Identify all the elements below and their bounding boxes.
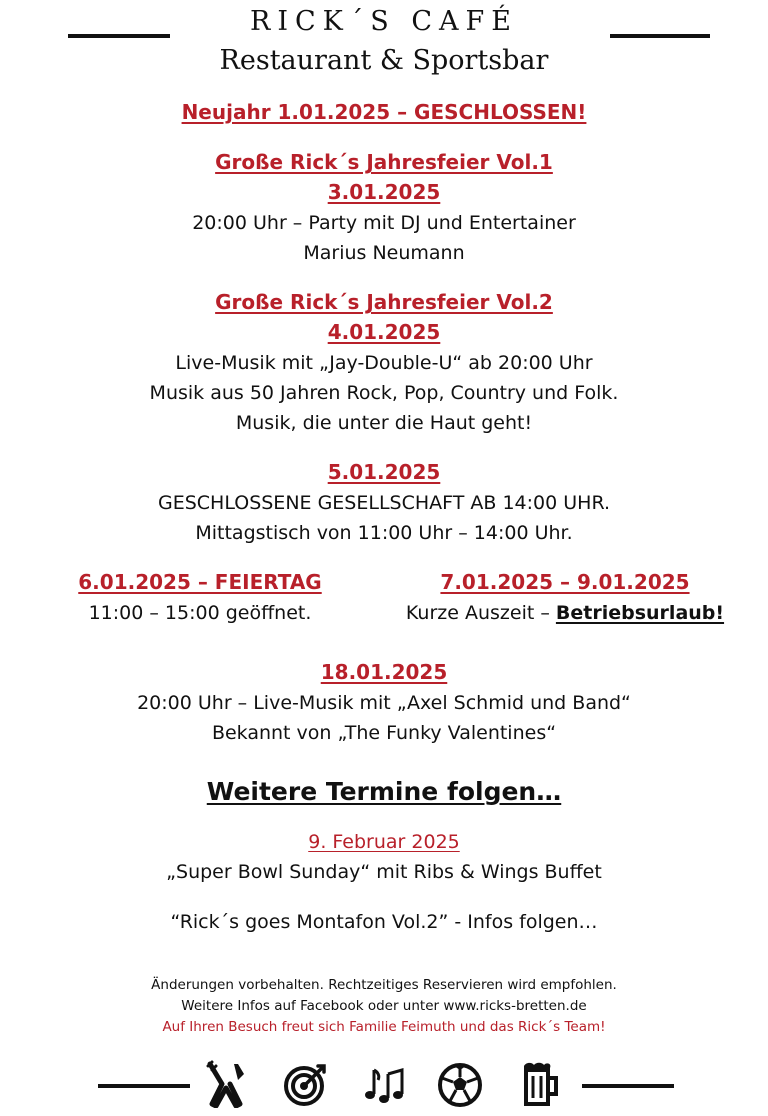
jan5-line: Mittagstisch von 11:00 Uhr – 14:00 Uhr.: [195, 522, 573, 544]
newyear-closed: Neujahr 1.01.2025 – GESCHLOSSEN!: [181, 100, 587, 124]
vol2-line: Musik, die unter die Haut geht!: [235, 412, 533, 434]
footer-note: Weitere Infos auf Facebook oder unter www.ricks-bretten.de: [181, 998, 587, 1014]
fork-knife-icon: [202, 1060, 250, 1108]
vol2-date: 4.01.2025: [327, 320, 441, 344]
brand-title: RICK´S CAFÉ: [249, 6, 518, 37]
vol2-line: Live-Musik mit „Jay-Double-U“ ab 20:00 Uhr: [175, 352, 593, 374]
vol1-date: 3.01.2025: [327, 180, 441, 204]
jan5-date: 5.01.2025: [327, 460, 441, 484]
feb-line: „Super Bowl Sunday“ mit Ribs & Wings Buffet: [166, 861, 602, 883]
jan18-line: Bekannt von „The Funky Valentines“: [211, 722, 557, 744]
music-notes-icon: [360, 1060, 408, 1108]
jan7-line-prefix: Kurze Auszeit –: [405, 602, 556, 624]
footer-rule-left: [98, 1084, 190, 1088]
footer-greeting: Auf Ihren Besuch freut sich Familie Feimuth und das Rick´s Team!: [162, 1019, 606, 1035]
more-heading: Weitere Termine folgen…: [206, 777, 562, 806]
vol1-line: 20:00 Uhr – Party mit DJ und Entertainer: [192, 212, 576, 234]
jan7-line: [370, 598, 760, 628]
vol1-title: Große Rick´s Jahresfeier Vol.1: [215, 150, 553, 174]
jan18-line: 20:00 Uhr – Live-Musik mit „Axel Schmid und Band“: [137, 692, 631, 714]
jan6-line: 11:00 – 15:00 geöffnet.: [88, 602, 312, 624]
footer-rule-right: [582, 1084, 674, 1088]
footer-note: Änderungen vorbehalten. Rechtzeitiges Reservieren wird empfohlen.: [151, 977, 617, 993]
beer-mug-icon: [516, 1060, 564, 1108]
jan7-line-bold: Betriebsurlaub!: [555, 602, 725, 624]
jan18-date: 18.01.2025: [320, 660, 448, 684]
soccer-ball-icon: [436, 1060, 484, 1108]
dartboard-icon: [282, 1060, 330, 1108]
jan7-date: 7.01.2025 – 9.01.2025: [440, 570, 690, 594]
brand-subtitle: Restaurant & Sportsbar: [219, 45, 549, 76]
vol2-title: Große Rick´s Jahresfeier Vol.2: [215, 290, 553, 314]
feb-date: 9. Februar 2025: [308, 831, 460, 853]
jan5-line: GESCHLOSSENE GESELLSCHAFT AB 14:00 UHR.: [157, 492, 611, 514]
vol2-line: Musik aus 50 Jahren Rock, Pop, Country und Folk.: [149, 382, 619, 404]
montafon-line: “Rick´s goes Montafon Vol.2” - Infos folgen…: [170, 911, 598, 933]
jan6-date: 6.01.2025 – FEIERTAG: [78, 570, 322, 594]
vol1-line: Marius Neumann: [303, 242, 465, 264]
